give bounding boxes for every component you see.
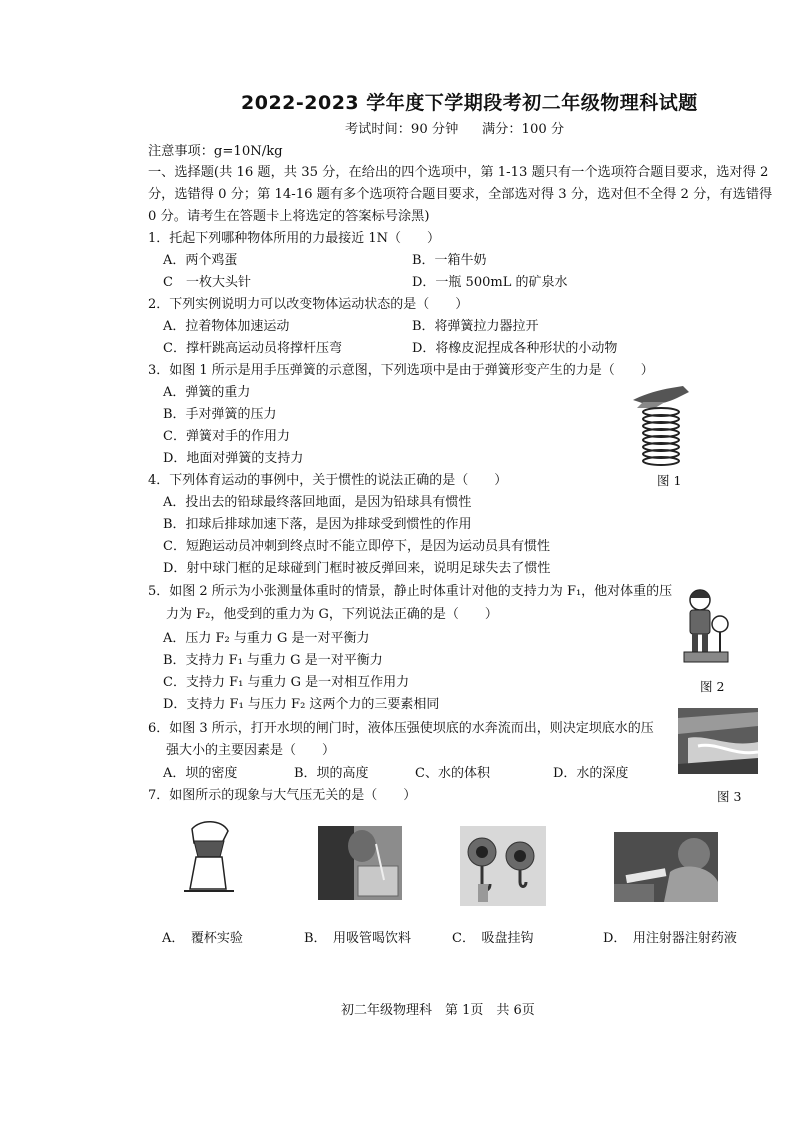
exam-time: 考试时间：90 分钟 <box>345 122 459 137</box>
question-3-option-a: A．弹簧的重力 <box>163 385 251 400</box>
figure-1-hand-spring-image <box>625 382 695 470</box>
question-6-option-a: A．坝的密度 <box>163 766 238 781</box>
question-2-stem: 2．下列实例说明力可以改变物体运动状态的是（ ） <box>148 297 469 312</box>
question-6-option-d: D．水的深度 <box>553 766 629 781</box>
question-7-option-c: C． 吸盘挂钩 <box>452 931 534 946</box>
question-3-stem: 3．如图 1 所示是用手压弹簧的示意图，下列选项中是由于弹簧形变产生的力是（ ） <box>148 363 654 378</box>
question-1-option-d: D．一瓶 500mL 的矿泉水 <box>412 275 568 290</box>
question-6-stem-line2: 强大小的主要因素是（ ） <box>166 743 336 758</box>
page-footer: 初二年级物理科 第 1页 共 6页 <box>341 1003 535 1018</box>
question-2-option-d: D．将橡皮泥捏成各种形状的小动物 <box>412 341 618 356</box>
question-2-option-b: B．将弹簧拉力器拉开 <box>412 319 539 334</box>
exam-title: 2022-2023 学年度下学期段考初二年级物理科试题 <box>241 92 698 114</box>
question-4-option-c: C．短跑运动员冲刺到终点时不能立即停下，是因为运动员具有惯性 <box>163 539 550 554</box>
question-5-option-b: B．支持力 F₁ 与重力 G 是一对平衡力 <box>163 653 383 668</box>
question-1-option-a: A．两个鸡蛋 <box>163 253 238 268</box>
figure-3-dam-image <box>678 708 758 774</box>
question-3-option-b: B．手对弹簧的压力 <box>163 407 277 422</box>
section-instructions-line2: 分，选错得 0 分；第 14-16 题有多个选项符合题目要求，全部选对得 3 分，选对但不全得 2 分，有选错得 <box>148 187 773 202</box>
question-1-stem: 1．托起下列哪种物体所用的力最接近 1N（ ） <box>148 231 441 246</box>
question-3-option-d: D．地面对弹簧的支持力 <box>163 451 304 466</box>
question-4-option-a: A．投出去的铅球最终落回地面，是因为铅球具有惯性 <box>163 495 472 510</box>
question-7-option-b: B． 用吸管喝饮料 <box>304 931 412 946</box>
question-5-option-a: A．压力 F₂ 与重力 G 是一对平衡力 <box>163 631 370 646</box>
figure-2-caption: 图 2 <box>700 679 725 694</box>
question-1-option-c: C 一枚大头针 <box>163 275 251 290</box>
figure-1-caption: 图 1 <box>657 473 682 488</box>
question-4-option-b: B．扣球后排球加速下落，是因为排球受到惯性的作用 <box>163 517 472 532</box>
question-5-option-c: C．支持力 F₁ 与重力 G 是一对相互作用力 <box>163 675 410 690</box>
section-instructions-line3: 0 分。请考生在答题卡上将选定的答案标号涂黑) <box>148 209 430 224</box>
question-4-stem: 4．下列体育运动的事例中，关于惯性的说法正确的是（ ） <box>148 473 508 488</box>
question-6-option-b: B．坝的高度 <box>294 766 369 781</box>
question-7-stem: 7．如图所示的现象与大气压无关的是（ ） <box>148 788 417 803</box>
question-2-option-c: C．撑杆跳高运动员将撑杆压弯 <box>163 341 342 356</box>
exam-score: 满分：100 分 <box>482 122 565 137</box>
question-7-option-a: A． 覆杯实验 <box>162 931 243 946</box>
figure-2-weighing-image <box>680 586 734 670</box>
question-7-image-cup <box>176 817 242 901</box>
question-7-image-suction-hooks <box>460 826 546 906</box>
question-5-stem-line1: 5．如图 2 所示为小张测量体重时的情景，静止时体重计对他的支持力为 F₁，他对体重的压 <box>148 584 673 599</box>
question-7-image-syringe <box>614 832 718 902</box>
question-2-option-a: A．拉着物体加速运动 <box>163 319 290 334</box>
question-1-option-b: B．一箱牛奶 <box>412 253 487 268</box>
figure-3-caption: 图 3 <box>717 789 742 804</box>
question-4-option-d: D．射中球门框的足球碰到门框时被反弹回来，说明足球失去了惯性 <box>163 561 551 576</box>
question-6-stem-line1: 6．如图 3 所示，打开水坝的闸门时，液体压强使坝底的水奔流而出，则决定坝底水的压 <box>148 721 654 736</box>
question-3-option-c: C．弹簧对手的作用力 <box>163 429 290 444</box>
question-7-image-straw <box>318 826 402 900</box>
question-5-option-d: D．支持力 F₁ 与压力 F₂ 这两个力的三要素相同 <box>163 697 440 712</box>
notice: 注意事项：g=10N/kg <box>148 144 283 159</box>
question-5-stem-line2: 力为 F₂，他受到的重力为 G，下列说法正确的是（ ） <box>166 607 498 622</box>
question-6-option-c: C、水的体积 <box>415 766 490 781</box>
question-7-option-d: D． 用注射器注射药液 <box>603 931 737 946</box>
section-instructions-line1: 一、选择题(共 16 题，共 35 分，在给出的四个选项中，第 1-13 题只有一个选项符合题目要求，选对得 2 <box>148 165 769 180</box>
